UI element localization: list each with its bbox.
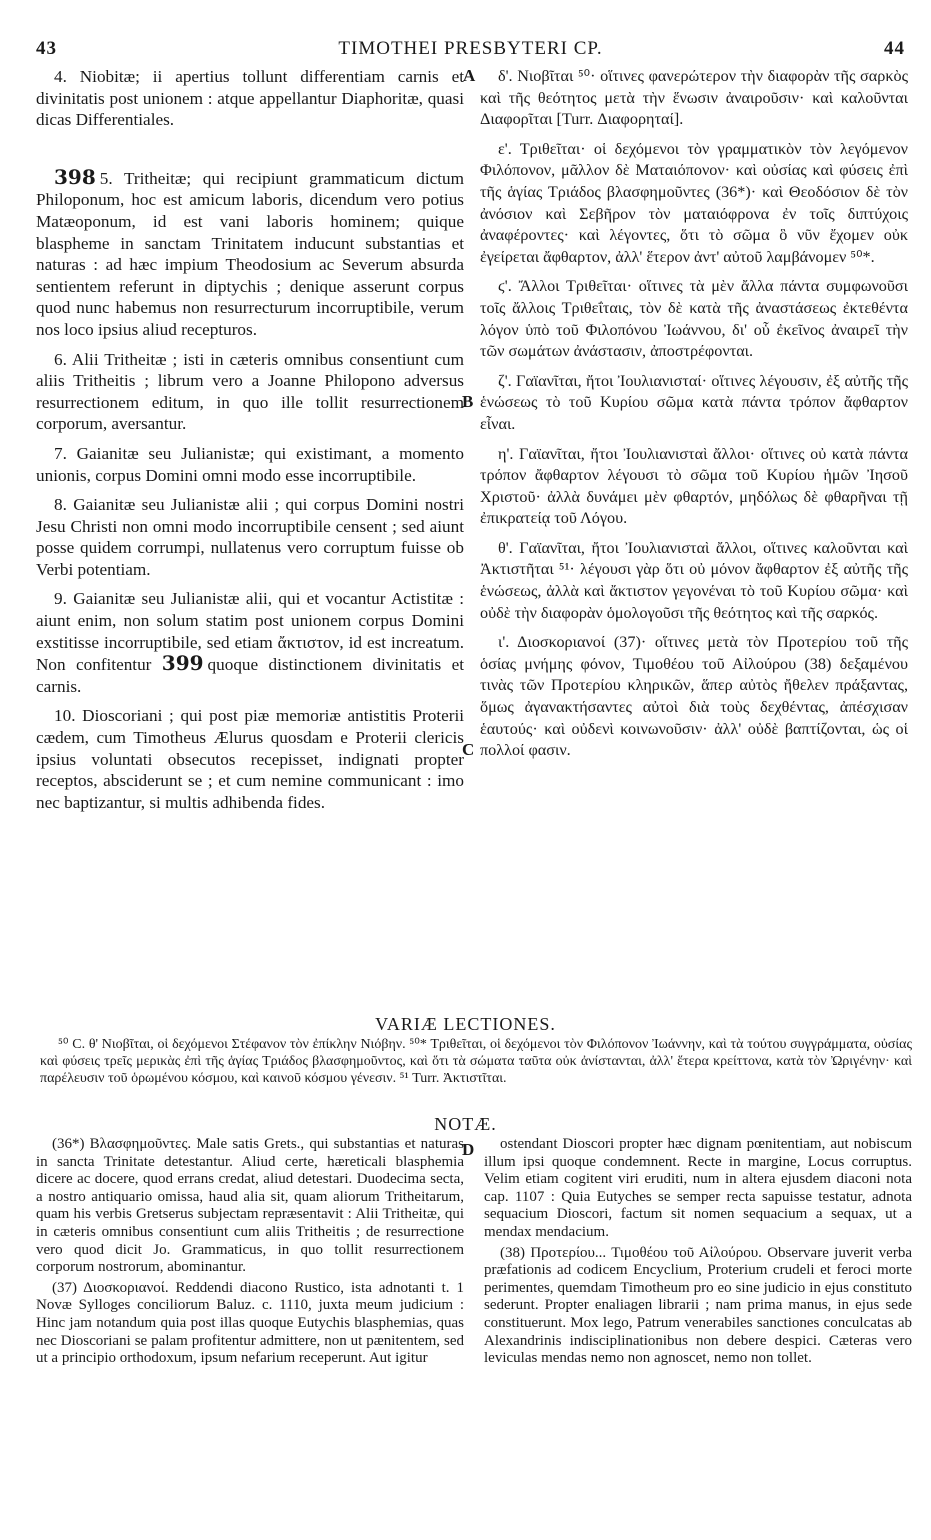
greek-paragraph-8: η'. Γαϊανῖται, ἤτοι Ἰουλιανισταὶ ἄλλοι· οἵτινες οὐ κατὰ πάντα τρόπον ἄφθαρτον λέγουσι τὸ σῶμα τοῦ Κυρίου ἡμῶν Ἰησοῦ Χριστοῦ· ἀλλὰ δυνάμει μὲν φθαρτόν, μηδόλως δὲ φθαρῆναι τῇ ἐπικρατείᾳ τοῦ Λόγου. (480, 444, 908, 528)
note-37: (37) Διοσκοριανοί. Reddendi diacono Rustico, ista adnotanti t. 1 Novæ Sylloges conciliorum Baluz. c. 1110, juxta meum judicium : Hinc jam notandum quia post illas quoque Eutychis blasphemias, quas nec Dioscoriani se palam profitentur admittere, non ut pænitentem, sed ut a principio orthodoxum, ipsum nefarium receperunt. Aut igitur (36, 1279, 464, 1367)
latin-paragraph-8: 8. Gaianitæ seu Julianistæ alii ; qui corpus Domini nostri Jesu Christi non omni modo incorruptibile censent ; sed aiunt posse quidem corrumpi, nullatenus vero corruptum fuisse ob Verbi potentiam. (36, 495, 464, 579)
latin-column (36, 66, 464, 821)
latin-paragraph-4: 4. Niobitæ; ii apertius tollunt differentiam carnis et divinitatis post unionem : atque appellantur Diaphoritæ, quasi dicas Differentiales. (36, 67, 464, 130)
greek-paragraph-6: ϛ'. Ἄλλοι Τριθεῖται· οἵτινες τὰ μὲν ἄλλα πάντα συμφωνοῦσι τοῖς ἄλλοις Τριθεΐταις, τὸν δὲ κατὰ τῆς ἀναστάσεως ἐκτεθέντα λόγον ὑπὸ τοῦ Φιλοπόνου Ἰωάννου, δι' οὗ ἐκεῖνος ἀναιρεῖ τὴν τῶν σωμάτων ἀνάστασιν, ἀποστρέφονται. (480, 277, 908, 361)
greek-paragraph-5: ε'. Τριθεῖται· οἱ δεχόμενοι τὸν γραμματικὸν τὸν λεγόμενον Φιλόπονον, μᾶλλον δὲ Ματαιόπονον· καὶ οὐσίας καὶ φύσεις ἐπὶ τῆς ἁγίας Τριάδος βλασφημοῦντες (36*)· καὶ Θεοδόσιον δὲ τὸν ἀνόσιον καὶ Σεβῆρον τὸν ματαιόφρονα ἐν τοῖς διπτύχοις ἀναφέροντες· καὶ λέγοντες, ὅτι τὸ σῶμα ὃ νῦν ἔχομεν οὐκ ἐγείρεται ἄφθαρτον, ἀλλ' ἕτερον ἀντ' αὐτοῦ λαμβάνομεν ⁵⁰*. (480, 139, 908, 266)
running-title: TIMOTHEI PRESBYTERI CP. (338, 38, 603, 59)
latin-paragraph-10: 10. Dioscoriani ; qui post piæ memoriæ antistitis Proterii cædem, cum Timotheus Ælurus quosdam e Proterii clericis ipsius voluntati obsecutos recepisset, indignati propter receptos, absciderunt se ; et cum nemine communicant : imo nec baptizantur, si multis adhibenda fides. (36, 706, 464, 812)
margin-letter-a: A (463, 66, 476, 85)
note-36: (36*) Βλασφημοῦντες. Male satis Grets., qui substantias et naturas in sancta Trinitate detestantur. Aliud certe, hæreticali blasphemia dicere ac docere, quod errans credat, aliud detestari. Duodecima secta, a nostro antiquario omissa, haud alia sit, quam aliorum Tritheitarum, quam his verbis Gretserus subjectam repræsentavit : Alii Tritheitæ, qui in cæteris omnibus consentiunt cum aliis Tritheitis ; de resurrectione vero quod dicit Jo. Grammaticus, in quo tollit resurrectionem corporum nostrorum, abominantur. (36, 1136, 464, 1276)
notes-left-column (36, 1136, 464, 1371)
greek-paragraph-10: ι'. Διοσκοριανοί (37)· οἵτινες μετὰ τὸν Προτερίου τοῦ τῆς ὁσίας μνήμης φόνον, Τιμοθέου τοῦ Αἰλούρου (38) δεξαμένου τινὰς τῶν Προτερίου κληρικῶν, ἅπερ αὐτὸς ἤθελεν πράξαντας, ὅμως ἀγανακτήσαντες αὐτοὶ διὰ τοὺς δεχθέντας, ἀπέσχισαν ἑαυτούς· καὶ οὐδενὶ κοινωνοῦσιν· ἀλλ' οὐδὲ βαπτίζονται, ὡς οἱ πολλοί φασιν. (480, 633, 908, 760)
page-number-right: 44 (884, 38, 905, 59)
greek-paragraph-9: θ'. Γαϊανῖται, ἤτοι Ἰουλιανισταὶ ἄλλοι, οἵτινες καλοῦνται καὶ Ἀκτιστῆται ⁵¹· λέγουσι γὰρ ὅτι οὐ μόνον ἄφθαρτον ἐξ αὐτῆς τῆς ἑνώσεως, ἀλλὰ καὶ ἄκτιστον γεγονέναι τὸ τοῦ Κυρίου σῶμα· καὶ οὐδὲ τὴν διαφορὰν ὁμολογοῦσι τῆς θεότητος καὶ τῆς σαρκός. (480, 538, 908, 622)
notae-title: NOTÆ. (434, 1114, 497, 1134)
margin-number-399: 399 (161, 651, 204, 676)
latin-paragraph-9: 9. Gaianitæ seu Julianistæ alii, qui et vocantur Actistitæ : aiunt enim, non solum statim post unionem corpus Domini exstitisse incorruptibile, sed etiam ἄκτιστον, id est increatum. Non confitentur 399 quoque distinctionem divinitatis et carnis. (36, 589, 464, 696)
latin-paragraph-6: 6. Alii Tritheitæ ; isti in cæteris omnibus consentiunt cum aliis Tritheitis ; librum vero a Joanne Philopono adversus resurrectionem editum, in quo ille tollit resurrectionem corporum, aversantur. (36, 349, 464, 434)
greek-column (480, 66, 908, 770)
note-38: (38) Προτερίου... Τιμοθέου τοῦ Αἰλούρου. Observare juverit verba præfationis ad codicem Encyclium, Proterium crudeli et feroci morte perimentes, quemdam Timotheum pro eo sine judicio in ejus constituto sederunt. Propter enaliagen librarii ; nam prima manus, in ejus sede constituerunt. Mox lego, Patrum venerabiles sanctiones conculcatas ab Alexandrinis indisciplinationibus non debere despici. Cæteras vero leviculas mendas nemo non agnoscet, nemo non tollet. (484, 1244, 912, 1367)
margin-number-398: 398 (54, 164, 96, 189)
running-header (30, 38, 911, 62)
page-number-left: 43 (36, 38, 57, 59)
note-37-continued: ostendant Dioscori propter hæc dignam pœnitentiam, aut nobiscum illum ipsi quoque condemnent. Recte in margine, Locus corruptus. Velim etiam cogitent viri eruditi, num in altera ejusdem diaconi nota cap. 1107 : Quia Eutyches se semper recta sapuisse testatur, adnota sequacium Dioscori, factum sit nomen sequacium a sequax, ut a mendax mendacium. (484, 1136, 912, 1240)
margin-letter-c: C (462, 740, 475, 759)
latin-paragraph-5: 398 5. Tritheitæ; qui recipiunt grammaticum dictum Philoponum, hoc est amicum laboris, dicendum vero potius Matæoponum, id est vani laboris hominem; quique blaspheme in sanctam Trinitatem inducunt substantias et naturas : ad hæc impium Theodosium ac Severum absurda sentientem referunt in diptychis ; denique asserunt corpus quod nunc habemus non resurrecturum incorruptibile, verum nos loco ipsius aliud recepturos. (36, 164, 464, 339)
notes-right-column (484, 1136, 912, 1371)
latin-paragraph-7: 7. Gaianitæ seu Julianistæ; qui existimant, a momento unionis, corpus Domini omni modo esse incorruptibile. (36, 443, 464, 485)
variae-lectiones-text: ⁵⁰ C. θ' Νιοβῖται, οἱ δεχόμενοι Στέφανον τὸν ἐπίκλην Νιόβην. ⁵⁰* Τριθεῖται, οἱ δεχόμενοι τὸν Φιλόπονον Ἰωάννην, καὶ τὰ τούτου συγγράμματα, οὐσίας καὶ φύσεις τρεῖς μερικὰς ἐπὶ τῆς ἁγίας Τριάδος βλασφημοῦντος, καὶ ὅτι τὰ σώματα ταῦτα οὐκ ἀνίστανται, ἀλλ' ἕτερα κρείττονα, κατὰ τὸν Ὠριγένην· καὶ παρέλευσιν τοῦ ὁρωμένου κόσμου, καὶ καινοῦ κόσμου γένεσιν. ⁵¹ Turr. Ἀκτιστῖται. (40, 1037, 912, 1086)
variae-lectiones-title: VARIÆ LECTIONES. (375, 1014, 556, 1034)
margin-letter-b: B (462, 392, 474, 411)
greek-paragraph-4: δ'. Νιοβῖται ⁵⁰· οἵτινες φανερώτερον τὴν διαφορὰν τῆς σαρκὸς καὶ τῆς θεότητος μετὰ τὴν ἕνωσιν ἀναιροῦσιν· καὶ καλοῦνται Διαφορῖται [Turr. Διαφορηταί]. (480, 67, 908, 129)
greek-paragraph-7: ζ'. Γαϊανῖται, ἤτοι Ἰουλιανισταί· οἵτινες λέγουσιν, ἐξ αὐτῆς τῆς ἑνώσεως τὸ τοῦ Κυρίου σῶμα κατὰ πάντα τρόπον ἄφθαρτον εἶναι. (480, 371, 908, 433)
margin-letter-d: D (462, 1140, 475, 1159)
